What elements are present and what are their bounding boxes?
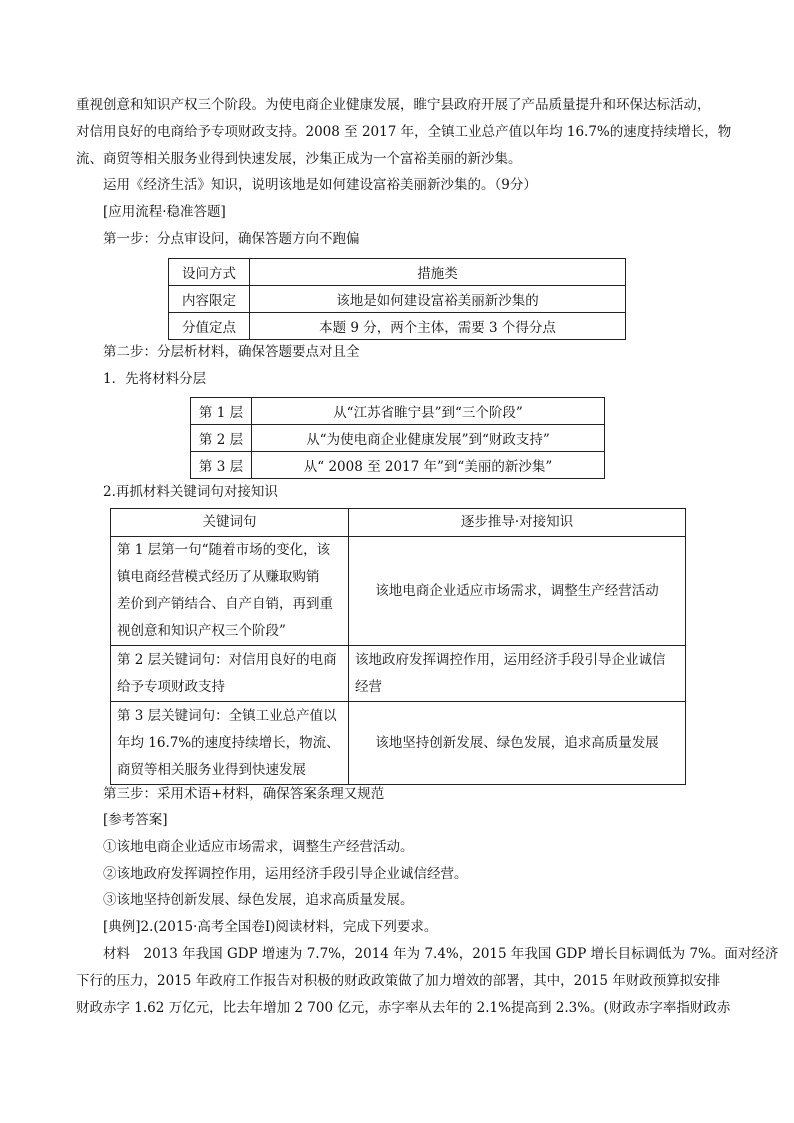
cell-text: 该地电商企业适应市场需求，调整生产经营活动 (375, 582, 659, 599)
cell-text: 第 1 层第一句“随着市场的变化，该 (117, 542, 331, 558)
step1-key: 设问方式 (169, 259, 250, 286)
reference-answer-label: [参考答案] (103, 812, 168, 828)
intro-line-1: 重视创意和知识产权三个阶段。为使电商企业健康发展，睢宁县政府开展了产品质量提升和环保达标活动， (76, 97, 711, 113)
step2-title: 第二步：分层析材料，确保答题要点对且全 (103, 344, 360, 360)
step1-value: 该地是如何建设富裕美丽新沙集的 (250, 286, 626, 313)
intro-line-3: 流、商贸等相关服务业得到快速发展，沙集正成为一个富裕美丽的新沙集。 (76, 151, 522, 167)
material-line-3: 财政赤字 1.62 万亿元，比去年增加 2 700 亿元，赤字率从去年的 2.1%提高到 2.3%。(财政赤字率指财政赤 (76, 1000, 731, 1016)
cell-text: 镇电商经营模式经历了从赚取购销 (117, 569, 320, 585)
layer-key: 第 2 层 (191, 425, 252, 452)
keywords-row3-right (349, 702, 686, 785)
cell-text: 年均 16.7%的速度持续增长，物流、 (117, 734, 340, 751)
keywords-table (110, 508, 686, 785)
step1-value: 措施类 (250, 259, 626, 286)
layer-value: 从“江苏省睢宁县”到“三个阶段” (252, 398, 605, 425)
step2-sub2: 2.再抓材料关键词句对接知识 (103, 484, 278, 500)
keywords-row2-right (349, 646, 686, 702)
cell-text: 差价到产销结合、自产自销，再到重 (117, 596, 333, 612)
cell-text: 第 3 层关键词句：全镇工业总产值以 (117, 707, 337, 724)
intro-line-2: 对信用良好的电商给予专项财政支持。2008 至 2017 年，全镇工业总产值以年均 16.7%的速度持续增长，物 (76, 124, 732, 140)
layer-value: 从“为使电商企业健康发展”到“财政支持” (252, 425, 605, 452)
cell-text: 经营 (355, 678, 382, 695)
example-title: [典例]2.(2015·高考全国卷Ⅰ)阅读材料，完成下列要求。 (103, 919, 438, 935)
cell-text: 给予专项财政支持 (117, 678, 225, 695)
layer-value: 从“ 2008 至 2017 年”到“美丽的新沙集” (252, 452, 605, 479)
cell-text: 视创意和知识产权三个阶段” (117, 623, 286, 639)
layer-key: 第 1 层 (191, 398, 252, 425)
layers-table (190, 397, 605, 479)
material-line-1: 材料 2013 年我国 GDP 增速为 7.7%，2014 年为 7.4%，2015 年我国 GDP 增长目标调低为 7%。面对经济 (103, 946, 779, 962)
keywords-header-right: 逐步推导·对接知识 (349, 509, 686, 537)
step1-key: 内容限定 (169, 286, 250, 313)
answer-1: ①该地电商企业适应市场需求，调整生产经营活动。 (103, 839, 414, 855)
keywords-row1-left (111, 537, 349, 646)
step1-value: 本题 9 分，两个主体，需要 3 个得分点 (250, 313, 626, 340)
question: 运用《经济生活》知识，说明该地是如何建设富裕美丽新沙集的。（9分） (103, 177, 537, 193)
answer-2: ②该地政府发挥调控作用，运用经济手段引导企业诚信经营。 (103, 866, 468, 882)
cell-text: 该地政府发挥调控作用，运用经济手段引导企业诚信 (355, 651, 666, 668)
step1-title: 第一步：分点审设问，确保答题方向不跑偏 (103, 231, 360, 247)
flow-title: [应用流程·稳准答题] (103, 204, 226, 220)
answer-3: ③该地坚持创新发展、绿色发展，追求高质量发展。 (103, 892, 414, 908)
keywords-row2-left (111, 646, 349, 702)
step1-key: 分值定点 (169, 313, 250, 340)
step3-title: 第三步：采用术语+材料，确保答案条理又规范 (103, 786, 385, 802)
layer-key: 第 3 层 (191, 452, 252, 479)
step1-table (168, 258, 626, 340)
step2-sub1: 1．先将材料分层 (103, 371, 207, 387)
cell-text: 该地坚持创新发展、绿色发展，追求高质量发展 (375, 734, 659, 751)
keywords-header-left: 关键词句 (111, 509, 349, 537)
cell-text: 商贸等相关服务业得到快速发展 (117, 761, 306, 778)
cell-text: 第 2 层关键词句：对信用良好的电商 (117, 651, 337, 668)
keywords-row1-right (349, 537, 686, 646)
keywords-row3-left (111, 702, 349, 785)
material-line-2: 下行的压力，2015 年政府工作报告对积极的财政政策做了加力增效的部署，其中，2015 年财政预算拟安排 (76, 973, 721, 989)
